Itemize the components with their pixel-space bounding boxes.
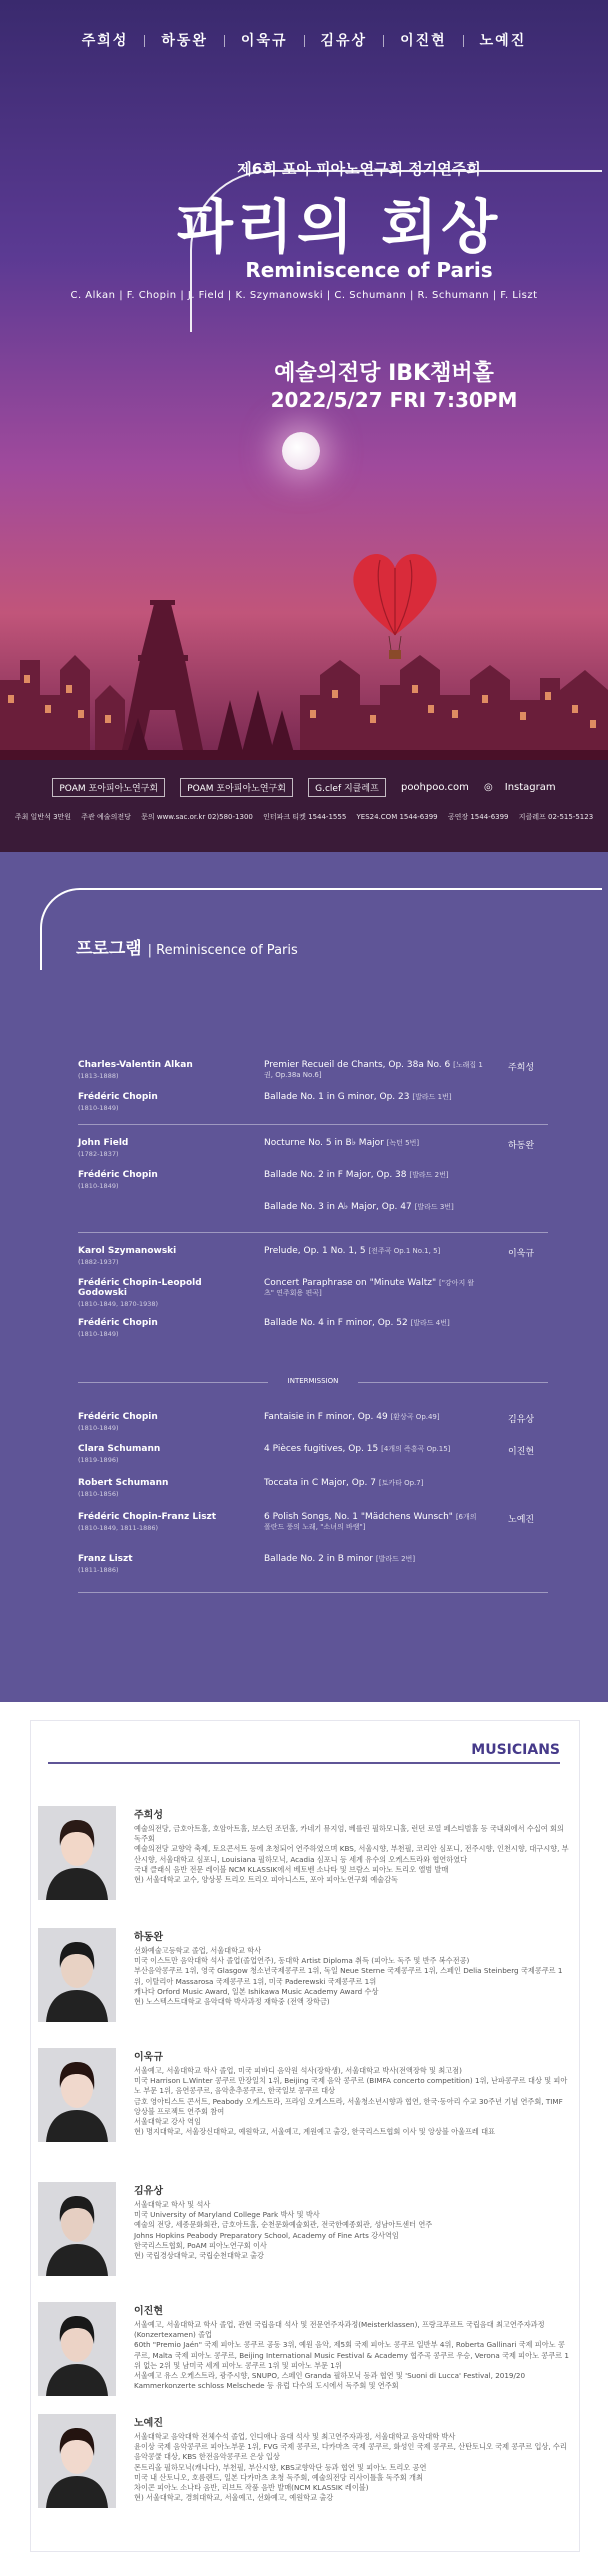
- program-composer: Frédéric Chopin (1810-1849): [78, 1318, 253, 1338]
- program-work: Ballade No. 2 in B minor [발라드 2번]: [264, 1554, 416, 1564]
- concert-edition: 제6회 포아 피아노연구회 정기연주회: [237, 160, 481, 178]
- performer-name: 이진현: [400, 33, 447, 49]
- program-work: Toccata in C Major, Op. 7 [토카타 Op.7]: [264, 1478, 424, 1488]
- performer-name: 하동완: [161, 33, 208, 49]
- program-title-en: Reminiscence of Paris: [156, 943, 298, 958]
- musician-bio-line: 서울예고, 서울대학교 학사 졸업, 관현 국립음대 석사 및 전문연주자과정(Meisterklassen), 프랑크푸르트 국립음대 최고연주자과정(Konzertexamen) 졸업: [134, 2320, 545, 2340]
- musician-bio-line: 서울대학교 강사 역임: [134, 2117, 202, 2127]
- program-work: Nocturne No. 5 in B♭ Major [녹턴 5번]: [264, 1138, 420, 1148]
- composer-years: (1811-1886): [78, 1566, 119, 1574]
- musician-bio-line: 현) 노스텍스트대학교 음악대학 박사과정 재학중 (전액 장학금): [134, 1997, 330, 2007]
- program-work: 6 Polish Songs, No. 1 "Mädchens Wunsch" [6개의 폴란드 풍의 노래, "소녀의 바램"]: [264, 1512, 477, 1531]
- program-composer: Frédéric Chopin (1810-1849): [78, 1170, 253, 1190]
- program-performer: 김유상: [508, 1415, 535, 1425]
- musician-bio-line: 현) 서울대학교, 경희대학교, 서울예고, 선화예고, 예원학교 출강: [134, 2493, 334, 2503]
- composer-years: (1810-1856): [78, 1490, 119, 1498]
- musicians-header: [48, 1738, 560, 1764]
- program-work-ko: [전주곡 Op.1 No.1, 5]: [368, 1247, 441, 1255]
- program-divider: [78, 1124, 548, 1125]
- musician-photo: [38, 2048, 116, 2142]
- musician-bio-line: 현) 서울대학교 교수, 양상봉 트리오 트리오 피아니스트, 포아 피아노연구회 예술감독: [134, 1875, 399, 1885]
- performer-name: 김유상: [320, 33, 368, 49]
- program-section: [0, 852, 608, 1702]
- musician-bio-line: 서울대학교 음악대학 전체수석 졸업, 인디애나 음대 석사 및 최고연주자과정, 서울대학교 음악대학 박사: [134, 2432, 456, 2441]
- program-work-ko: [발라드 3번]: [414, 1203, 454, 1211]
- program-work-ko: [발라드 4번]: [410, 1319, 450, 1327]
- program-performer: 이진현: [508, 1447, 535, 1457]
- composer-years: (1810-1849, 1811-1886): [78, 1524, 159, 1532]
- musician-bio-line: 몬트리올 필하모닉(캐나다), 부천필, 부산시향, KBS교향악단 등과 협연 및 피아노 트리오 공연: [134, 2462, 427, 2472]
- musician-bio-line: 미국 이스트만 음악대학 석사 졸업(졸업연주), 동대학 Artist Diploma 취득 (피아노 독주 및 반주 복수전공): [134, 1956, 470, 1966]
- info-item: YES24.COM 1544-6399: [356, 813, 438, 821]
- performer-name: 노예진: [479, 33, 527, 49]
- musician-bio-line: 현) 명지대학교, 서울장신대학교, 예원학교, 서울예고, 계원예고 출강, 한국리스트협회 이사 및 앙상블 아울프레 대표: [134, 2127, 496, 2137]
- composer-years: (1810-1849): [78, 1424, 119, 1432]
- musician-bio: [134, 2432, 570, 2503]
- composer-years: (1810-1849, 1870-1938): [78, 1300, 159, 1308]
- concert-title: 파리의 회상: [176, 193, 502, 261]
- program-work-ko: [발라드 1번]: [412, 1093, 452, 1101]
- program-work-ko: [4개의 즉흥곡 Op.15]: [381, 1445, 451, 1453]
- performer-name: 이욱규: [240, 33, 288, 49]
- gclef-logo: G.clef 지클레프: [308, 778, 386, 797]
- musicians-section: [0, 1702, 608, 2564]
- performer-names: [0, 30, 608, 50]
- program-work: Premier Recueil de Chants, Op. 38a No. 6 [노래집 1권, Op.38a No.6]: [264, 1060, 483, 1079]
- musician-bio: [134, 1946, 570, 2007]
- info-item: 지클레프 02-515-5123: [518, 813, 594, 821]
- concert-subtitle: Reminiscence of Paris: [245, 258, 493, 282]
- musician-bio-line: 예술의전당 교향악 축제, 토요콘서트 등에 초청되어 연주하였으며 KBS, 서울시향, 부천필, 코리안 심포니, 전주시향, 인천시향, 대구시향, 부산시향, 서울대학교 심포니, Louisiana 필하모닉, Acadia 심포니 등 세계 유수의 오케스트라와 협연하였다: [134, 1844, 569, 1864]
- program-title: 프로그램 | Reminiscence of Paris: [76, 939, 298, 959]
- program-composer: Clara Schumann (1819-1896): [78, 1444, 253, 1464]
- musician-bio: [134, 2320, 570, 2391]
- program-work-ko: [노래집 1권, Op.38a No.6]: [264, 1061, 483, 1079]
- program-composer: Franz Liszt (1811-1886): [78, 1554, 253, 1574]
- musician-bio-line: 예술의전당, 금호아트홀, 호암아트홀, 보스턴 조던홀, 카네기 뮤지엄, 베를린 필하모니홀, 런던 로열 페스티벌홀 등 국내외에서 수십여 회의 독주회: [134, 1824, 564, 1844]
- musician-bio-line: 선화예술고등학교 졸업, 서울대학교 학사: [134, 1946, 262, 1955]
- musicians-title: MUSICIANS: [471, 1742, 560, 1758]
- composer-years: (1782-1837): [78, 1150, 119, 1158]
- musician-bio-line: 금호 영아티스트 콘서트, Peabody 오케스트라, 프라임 오케스트라, 서울청소년시향과 협연, 한국·동아리 수교 30주년 기념 연주회, TIMF 앙상블 프로젝트 연주회 참여: [134, 2096, 563, 2116]
- program-work: Prelude, Op. 1 No. 1, 5 [전주곡 Op.1 No.1, 5]: [264, 1246, 441, 1256]
- program-composer: Frédéric Chopin (1810-1849): [78, 1412, 253, 1432]
- musician-bio-line: Johns Hopkins Peabody Preparatory School, Academy of Fine Arts 강사역임: [134, 2230, 399, 2240]
- composer-years: (1819-1896): [78, 1456, 119, 1464]
- program-composer: Karol Szymanowski (1882-1937): [78, 1246, 253, 1266]
- program-title-ko: 프로그램: [76, 939, 142, 959]
- program-work: Ballade No. 2 in F Major, Op. 38 [발라드 2번]: [264, 1170, 449, 1180]
- poohpoo-link[interactable]: poohpoo.com: [400, 782, 469, 793]
- composer-years: (1810-1849): [78, 1330, 119, 1338]
- info-item: 문의 www.sac.or.kr 02)580-1300: [141, 813, 253, 821]
- info-item: 인터파크 티켓 1544-1555: [263, 813, 347, 821]
- program-work: Ballade No. 4 in F minor, Op. 52 [발라드 4번]: [264, 1318, 450, 1328]
- musician-bio-line: 부산음악콩쿠르 1위, 영국 Glasgow 청소년국제콩쿠르 1위, 독일 Neue Sterne 국제콩쿠르 1위, 스페인 Delia Steinberg 국제콩쿠르 1위, 이탈리아 Massarosa 국제콩쿠르 1위, 미국 Paderewski 국제콩쿠르 1위: [134, 1966, 563, 1986]
- musician-name: 김유상: [134, 2186, 163, 2197]
- performer-name: 주희성: [81, 33, 129, 49]
- program-divider: [78, 1232, 548, 1233]
- program-divider: [78, 1592, 548, 1593]
- musician-bio-line: 한국리스트협회, PoAM 피아노연구회 이사: [134, 2240, 267, 2250]
- program-work-ko: [발라드 2번]: [409, 1171, 449, 1179]
- musician-photo: [38, 2414, 116, 2508]
- instagram-label: Instagram: [504, 782, 556, 793]
- poam-logo: POAM 포아피아노연구회: [52, 778, 165, 797]
- musician-bio: [134, 1824, 570, 1885]
- composer-years: (1882-1937): [78, 1258, 119, 1266]
- musician-bio: [134, 2066, 570, 2137]
- musician-bio-line: 서울예고 유스 오케스트라, 광주시향, SNUPO, 스페인 Granda 필하모닉 등과 협연 및 'Suoni di Lucca' Festival, 2019/20 Kammerkonzerte schloss Melschede 등 유럽 다수의 도시에서 독주회 및 연주회: [134, 2371, 526, 2391]
- info-item: 주관 예술의전당: [81, 813, 131, 821]
- program-work: Fantaisie in F minor, Op. 49 [환상곡 Op.49]: [264, 1412, 440, 1422]
- poam-logo: POAM 포아피아노연구회: [180, 778, 293, 797]
- program-work: Ballade No. 3 in A♭ Major, Op. 47 [발라드 3번]: [264, 1202, 454, 1212]
- sponsor-logos: [0, 778, 608, 797]
- program-work-ko: ["강아지 왈츠" 연주회용 편곡]: [264, 1279, 475, 1297]
- program-composer: John Field (1782-1837): [78, 1138, 253, 1158]
- program-composer: Frédéric Chopin-Franz Liszt (1810-1849, 1811-1886): [78, 1512, 253, 1532]
- program-performer: 노예진: [508, 1515, 535, 1525]
- composer-years: (1810-1849): [78, 1104, 119, 1112]
- musician-photo: [38, 2182, 116, 2276]
- musician-bio: [134, 2200, 570, 2261]
- musician-bio-line: 미국 Harrison L.Winter 콩쿠르 만장일치 1위, Beijing 국제 음악 콩쿠르 (BIMFA concerto competition) 1위, 난파콩쿠르 대상 및 피아노 부문 1위, 음연콩쿠르, 음악춘추콩쿠르, 한국일보 콩쿠르 대상: [134, 2076, 568, 2096]
- musician-bio-line: 현) 국립경상대학교, 국립순천대학교 출강: [134, 2251, 264, 2261]
- intermission-label: INTERMISSION: [287, 1377, 339, 1385]
- musician-name: 하동완: [134, 1932, 163, 1943]
- program-work-ko: [6개의 폴란드 풍의 노래, "소녀의 바램"]: [264, 1513, 477, 1531]
- composer-years: (1813-1888): [78, 1072, 119, 1080]
- program-work-ko: [녹턴 5번]: [386, 1139, 420, 1147]
- program-performer: 하동완: [508, 1141, 535, 1151]
- musician-bio-line: 서울대학교 학사 및 석사: [134, 2200, 211, 2209]
- program-composer: [78, 1202, 253, 1204]
- instagram-icon[interactable]: ◎: [484, 782, 493, 793]
- musician-name: 이진현: [134, 2306, 163, 2317]
- musician-bio-line: 서울예고, 서울대학교 학사 졸업, 미국 피바디 음악원 석사(장학생), 서울대학교 박사(전액장학 및 최고점): [134, 2066, 462, 2075]
- musician-bio-line: 미국 University of Maryland College Park 박사 및 박사: [134, 2210, 320, 2220]
- program-composer: Frédéric Chopin (1810-1849): [78, 1092, 253, 1112]
- info-item: 주최 일반석 3만원: [14, 813, 72, 821]
- musician-photo: [38, 1928, 116, 2022]
- intermission-marker: [78, 1376, 548, 1388]
- musician-bio-line: 차이콘 피아노 소나타 음반, 리브트 작품 음반 발매(NCM KLASSIK 레이블): [134, 2483, 369, 2493]
- composer-years: (1810-1849): [78, 1182, 119, 1190]
- musician-name: 노예진: [134, 2418, 163, 2429]
- musician-bio-line: 예술의 전당, 세종문화회관, 금호아트홀, 순천문화예술회관, 전국한예종회관, 성남아트센터 연주: [134, 2220, 433, 2230]
- program-performer: 주희성: [508, 1063, 535, 1073]
- program-work-ko: [발라드 2번]: [375, 1555, 416, 1563]
- concert-date: 2022/5/27 FRI 7:30PM: [270, 388, 518, 412]
- musician-bio-line: 국내 클래식 음반 전문 레이블 NCM KLASSIK에서 베토벤 소나타 및 브람스 피아노 트리오 앨범 발매: [134, 1864, 449, 1874]
- concert-venue: 예술의전당 IBK챔버홀: [274, 361, 494, 386]
- musician-photo: [38, 2302, 116, 2396]
- musician-name: 이욱규: [134, 2052, 163, 2063]
- program-work: 4 Pièces fugitives, Op. 15 [4개의 즉흥곡 Op.15]: [264, 1444, 451, 1454]
- composer-list: C. Alkan | F. Chopin | J. Field | K. Szymanowski | C. Schumann | R. Schumann | F. Liszt: [70, 290, 538, 301]
- program-composer: Frédéric Chopin-Leopold Godowski (1810-1849, 1870-1938): [78, 1278, 253, 1308]
- program-work: Concert Paraphrase on "Minute Waltz" ["강아지 왈츠" 연주회용 편곡]: [264, 1278, 475, 1297]
- concert-poster: [0, 0, 608, 852]
- program-composer: Robert Schumann (1810-1856): [78, 1478, 253, 1498]
- sponsor-bar: [0, 760, 608, 852]
- musician-name: 주희성: [134, 1810, 163, 1821]
- program-work: Ballade No. 1 in G minor, Op. 23 [발라드 1번]: [264, 1092, 452, 1102]
- musician-bio-line: 캐나다 Orford Music Award, 일본 Ishikawa Music Academy Award 수상: [134, 1986, 379, 1996]
- program-work-ko: [환상곡 Op.49]: [390, 1413, 440, 1421]
- program-performer: 이욱규: [508, 1249, 535, 1259]
- info-item: 공연장 1544-6399: [447, 813, 509, 821]
- ticket-info: [0, 812, 608, 822]
- moon-illustration: [282, 432, 320, 470]
- paris-skyline-illustration: [0, 600, 608, 760]
- program-composer: Charles-Valentin Alkan (1813-1888): [78, 1060, 253, 1080]
- musician-bio-line: 미국 내 산토니오, 호름랜드, 일본 다카마츠 초청 독주회, 예술의전당 리사이틀홀 독주회 개최: [134, 2472, 423, 2482]
- musician-photo: [38, 1806, 116, 1900]
- musician-bio-line: 60th "Premio Jaén" 국제 피아노 콩쿠르 공동 3위, 예원 음악, 제5회 국제 피아노 콩쿠르 일반부 4위, Roberta Gallinari 국제 피아노 콩쿠르, Malta 국제 피아노 콩쿠르, Beijing International Music Festival & Academy 협주곡 콩쿠르 우승, Verona 국제 피아노 콩쿠르 1위 없는 2위 및 남미국 세계 피아노 콩쿠르 1위 및 피아노 부문 1위: [134, 2340, 569, 2370]
- musician-bio-line: 윤이상 국제 음악콩쿠르 피아노부문 1위, FVG 국제 콩쿠르, 다카마츠 국제 콩쿠르, 화성인 국제 콩쿠르, 산탄토니오 국제 콩쿠르 입상, 수리음악콩쿨 대상, KBS 한전음악콩쿠르 은상 입상: [134, 2442, 567, 2462]
- program-work-ko: [토카타 Op.7]: [378, 1479, 424, 1487]
